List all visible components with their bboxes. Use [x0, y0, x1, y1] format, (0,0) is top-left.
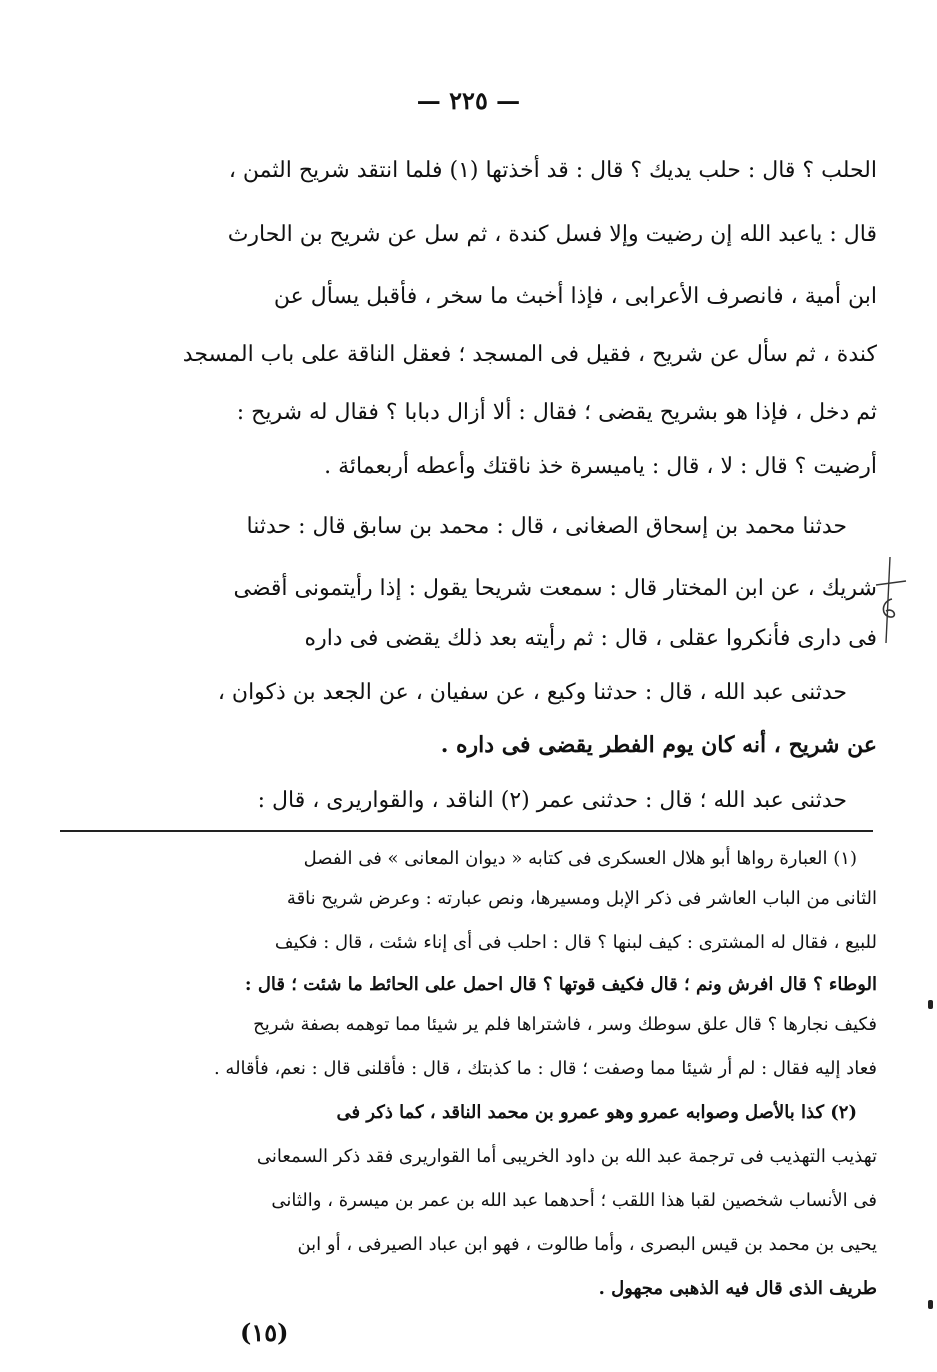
handwritten-margin-mark-icon [872, 555, 912, 645]
main-text-line-1: الحلب ؟ قال : حلب يديك ؟ قال : قد أخذتها (١) فلما انتقد شريح الثمن ، [228, 158, 877, 183]
footnote-divider [60, 830, 873, 832]
footnote1-line-5: فكيف نجارها ؟ قال علق سوطك وسر ، فاشتراها فلم ير شيئا مما توهمه بصفة شريح [253, 1014, 877, 1035]
paragraph2-line-1: حدثنا محمد بن إسحاق الصغانى ، قال : محمد بن سابق قال : حدثنا [246, 514, 847, 539]
page-number: — ٢٢٥ — [416, 86, 521, 115]
paragraph3-line-2: عن شريح ، أنه كان يوم الفطر يقضى فى داره . [440, 732, 877, 758]
footnote1-line-6: فعاد إليه فقال : لم أر شيئا مما وصفت ؛ قال : ما كذبتك ، قال : فأقلنى قال : نعم، فأقاله . [213, 1058, 877, 1079]
main-text-line-2: قال : ياعبد الله إن رضيت وإلا فسل كندة ، ثم سل عن شريح بن الحارث [227, 222, 877, 247]
scan-edge-dot-icon [928, 1000, 933, 1009]
main-text-line-6: أرضيت ؟ قال : لا ، قال : ياميسرة خذ ناقتك وأعطه أربعمائة . [324, 454, 877, 479]
footnote2-line-2: تهذيب التهذيب فى ترجمة عبد الله بن داود الخريبى أما القواريرى فقد ذكر السمعانى [256, 1146, 877, 1167]
paragraph4-line-1: حدثنى عبد الله ؛ قال : حدثنى عمر (٢) الناقد ، والقواريرى ، قال : [257, 788, 847, 813]
footnote2-line-4: يحيى بن محمد بن قيس البصرى ، وأما طالوت ، فهو ابن عباد الصيرفى ، أو ابن [297, 1234, 877, 1255]
footnote1-line-3: للبيع ، فقال له المشترى : كيف لبنها ؟ قال : احلب فى أى إناء شئت ، قال : فكيف [274, 932, 877, 953]
paragraph3-line-1: حدثنى عبد الله ، قال : حدثنا وكيع ، عن سفيان ، عن الجعد بن ذكوان ، [217, 680, 847, 705]
footnote1-line-1: (١) العبارة رواها أبو هلال العسكرى فى كتابه « ديوان المعانى » فى الفصل [303, 848, 857, 869]
footnote2-line-1: (٢) كذا بالأصل وصوابه عمرو وهو عمرو بن محمد الناقد ، كما ذكر فى [336, 1102, 857, 1123]
footnote1-line-4: الوطاء ؟ قال افرش ونم ؛ قال فكيف قوتها ؟ قال احمل على الحائط ما شئت ؛ قال : [244, 974, 877, 995]
footnote1-line-2: الثانى من الباب العاشر فى ذكر الإبل ومسيرها، ونص عبارته : وعرض شريح ناقة [286, 888, 877, 909]
scan-edge-dot-icon [928, 1300, 933, 1309]
footnote2-line-5: طريف الذى قال فيه الذهبى مجهول . [598, 1278, 877, 1299]
main-text-line-5: ثم دخل ، فإذا هو بشريح يقضى ؛ فقال : ألا أزال دبابا ؟ فقال له شريح : [236, 400, 877, 425]
paragraph2-line-3: فى دارى فأنكروا عقلى ، قال : ثم رأيته بعد ذلك يقضى فى داره [304, 626, 877, 651]
main-text-line-3: ابن أمية ، فانصرف الأعرابى ، فإذا أخبث ما سخر ، فأقبل يسأل عن [273, 284, 877, 309]
main-text-line-4: كندة ، ثم سأل عن شريح ، فقيل فى المسجد ؛ فعقل الناقة على باب المسجد [182, 342, 877, 367]
footnote2-line-3: فى الأنساب شخصين لقبا هذا اللقب ؛ أحدهما عبد الله بن عمر بن ميسرة ، والثانى [271, 1190, 877, 1211]
paragraph2-line-2: شريك ، عن ابن المختار قال : سمعت شريحا يقول : إذا رأيتمونى أقضى [233, 576, 877, 601]
signature-mark: (١٥) [240, 1318, 289, 1347]
